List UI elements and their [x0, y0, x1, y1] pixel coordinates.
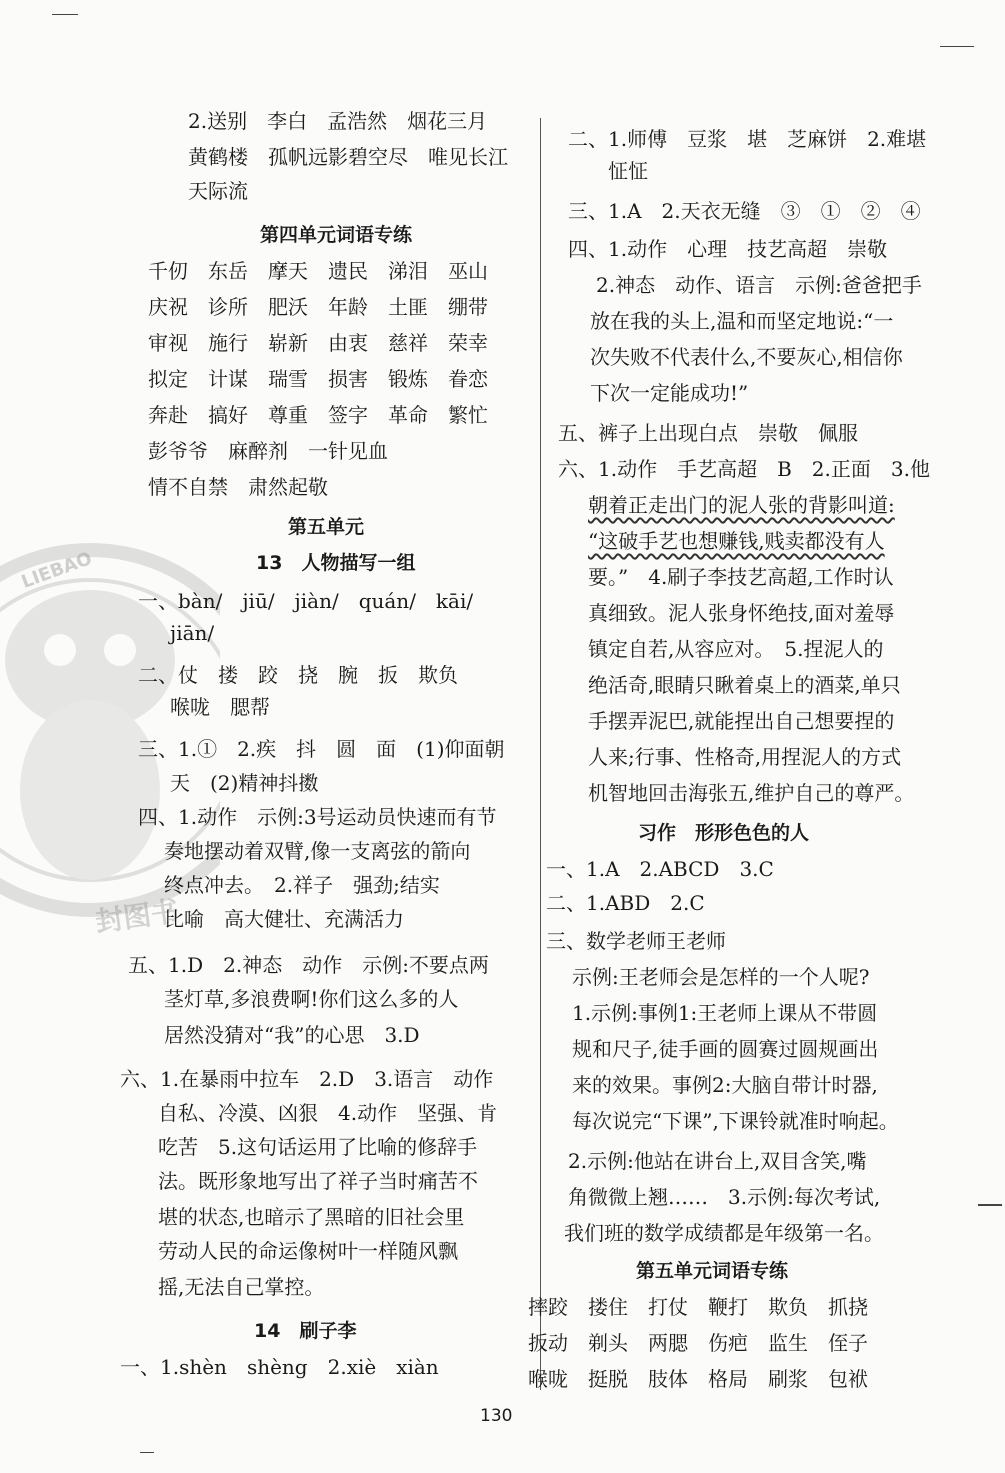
answer-line: 六、1.在暴雨中拉车 2.D 3.语言 动作: [120, 1067, 494, 1091]
answer-line: 镇定自若,从容应对。 5.捏泥人的: [588, 637, 884, 661]
answer-line: 手摆弄泥巴,就能捏出自己想要捏的: [588, 709, 895, 733]
answer-line: 天 (2)精神抖擞: [170, 771, 319, 795]
vocab-row: 奔赴 搞好 尊重 签字 革命 繁忙: [148, 403, 488, 427]
answer-line: 一、1.A 2.ABCD 3.C: [546, 857, 774, 881]
vocab-row: 千仞 东岳 摩天 遗民 涕泪 巫山: [148, 259, 488, 283]
answer-line: 人来;行事、性格奇,用捏泥人的方式: [588, 745, 902, 769]
answer-line: 摇,无法自己掌控。: [158, 1275, 325, 1299]
answer-line: 三、1.① 2.疾 抖 圆 面 (1)仰面朝: [138, 737, 505, 761]
answer-line: jiān/: [170, 621, 215, 645]
section-heading: 习作 形形色色的人: [638, 822, 810, 844]
vocab-row: 喉咙 挺脱 肢体 格局 刷浆 包袱: [528, 1367, 868, 1391]
answer-line: 机智地回击海张五,维护自己的尊严。: [588, 781, 915, 805]
section-heading: 第五单元词语专练: [636, 1260, 789, 1282]
answer-line: 自私、冷漠、凶狠 4.动作 坚强、肯: [158, 1101, 498, 1125]
column-divider: [540, 118, 541, 1390]
answer-line: 规和尺子,徒手画的圆赛过圆规画出: [572, 1037, 879, 1061]
answer-line: 二、1.师傅 豆浆 堪 芝麻饼 2.难堪: [568, 127, 927, 151]
answer-line: 劳动人民的命运像树叶一样随风飘: [158, 1239, 458, 1263]
answer-line: 喉咙 腮帮: [170, 695, 270, 719]
corner-mark: [140, 1452, 154, 1453]
answer-line: 2.示例:他站在讲台上,双目含笑,嘴: [568, 1149, 867, 1173]
underlined-quote: “这破手艺也想赚钱,贱卖都没有人: [588, 529, 885, 553]
lesson-heading: 14 刷子李: [254, 1320, 357, 1342]
answer-line: 真细致。泥人张身怀绝技,面对羞辱: [588, 601, 895, 625]
unit-heading: 第五单元: [288, 516, 365, 538]
answer-line: 我们班的数学成绩都是年级第一名。: [564, 1221, 884, 1245]
answer-line: 茎灯草,多浪费啊!你们这么多的人: [164, 987, 459, 1011]
vocab-row: 摔跤 搂住 打仗 鞭打 欺负 抓挠: [528, 1295, 868, 1319]
answer-line: 一、1.shèn shèng 2.xiè xiàn: [120, 1355, 439, 1379]
corner-mark: [52, 14, 78, 15]
answer-line: 示例:王老师会是怎样的一个人呢?: [572, 965, 870, 989]
answer-line: 一、bàn/ jiū/ jiàn/ quán/ kāi/: [138, 589, 474, 613]
answer-line: 2.神态 动作、语言 示例:爸爸把手: [596, 273, 922, 297]
answer-line: 次失败不代表什么,不要灰心,相信你: [590, 345, 903, 369]
lesson-heading: 13 人物描写一组: [256, 552, 416, 574]
answer-line: 三、1.A 2.天衣无缝 ③ ① ② ④: [568, 199, 921, 223]
answer-line: 四、1.动作 示例:3号运动员快速而有节: [138, 805, 497, 829]
corner-mark: [940, 46, 974, 47]
answer-line: 来的效果。事例2:大脑自带计时器,: [572, 1073, 878, 1097]
vocab-row: 情不自禁 肃然起敬: [148, 475, 328, 499]
answer-line: 角微微上翘…… 3.示例:每次考试,: [568, 1185, 881, 1209]
answer-line: 终点冲去。 2.祥子 强劲;结实: [164, 873, 440, 897]
answer-line: 堪的状态,也暗示了黑暗的旧社会里: [158, 1205, 465, 1229]
answer-line: 法。既形象地写出了祥子当时痛苦不: [158, 1169, 478, 1193]
vocab-row: 扳动 剃头 两腮 伤疤 监生 侄子: [528, 1331, 868, 1355]
watermark-text: 封图书: [93, 894, 182, 939]
answer-line: 天际流: [188, 179, 248, 203]
answer-line: 怔怔: [608, 159, 648, 183]
answer-line: 下次一定能成功!”: [590, 381, 749, 405]
watermark-brand: LIEBAO: [18, 548, 95, 593]
edge-mark: [978, 1204, 1002, 1206]
answer-line: 比喻 高大健壮、充满活力: [164, 907, 404, 931]
underlined-quote: 朝着正走出门的泥人张的背影叫道:: [588, 493, 895, 517]
vocab-row: 彭爷爷 麻醉剂 一针见血: [148, 439, 388, 463]
answer-line: 三、数学老师王老师: [546, 929, 726, 953]
answer-line: 1.示例:事例1:王老师上课从不带圆: [572, 1001, 878, 1025]
answer-line: 五、1.D 2.神态 动作 示例:不要点两: [128, 953, 489, 977]
answer-line: 2.送别 李白 孟浩然 烟花三月: [188, 109, 488, 133]
page-number: 130: [480, 1406, 513, 1426]
answer-line: 二、1.ABD 2.C: [546, 891, 705, 915]
answer-line: 吃苦 5.这句话运用了比喻的修辞手: [158, 1135, 478, 1159]
answer-line: 黄鹤楼 孤帆远影碧空尽 唯见长江: [188, 145, 508, 169]
answer-line: 六、1.动作 手艺高超 B 2.正面 3.他: [558, 457, 930, 481]
vocab-row: 拟定 计谋 瑞雪 损害 锻炼 眷恋: [148, 367, 488, 391]
answer-line: 居然没猜对“我”的心思 3.D: [164, 1023, 420, 1047]
vocab-row: 审视 施行 崭新 由衷 慈祥 荣幸: [148, 331, 488, 355]
answer-line: 奏地摆动着双臂,像一支离弦的箭向: [164, 839, 471, 863]
vocab-row: 庆祝 诊所 肥沃 年龄 土匪 绷带: [148, 295, 488, 319]
answer-line: 二、仗 搂 跤 挠 腕 扳 欺负: [138, 663, 458, 687]
answer-line: 放在我的头上,温和而坚定地说:“一: [590, 309, 894, 333]
answer-line: 四、1.动作 心理 技艺高超 崇敬: [568, 237, 888, 261]
answer-line: 五、裤子上出现白点 崇敬 佩服: [558, 421, 858, 445]
answer-line: 要。” 4.刷子李技艺高超,工作时认: [588, 565, 894, 589]
answer-line: 每次说完“下课”,下课铃就准时响起。: [572, 1109, 899, 1133]
section-heading: 第四单元词语专练: [260, 224, 413, 246]
answer-line: 绝活奇,眼睛只瞅着桌上的酒菜,单只: [588, 673, 901, 697]
